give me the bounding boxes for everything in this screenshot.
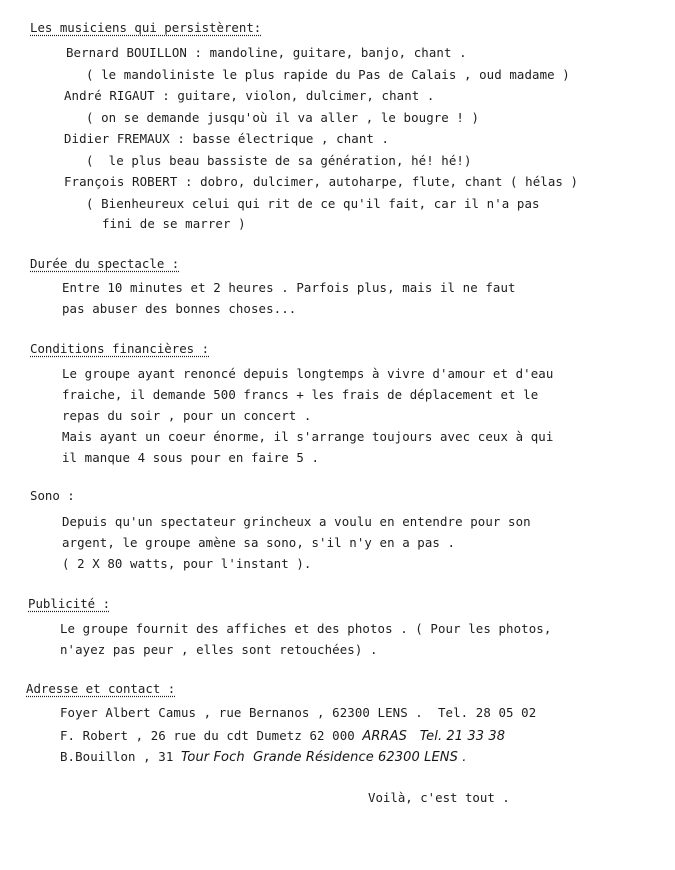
contact-bouillon-typed: B.Bouillon , 31 xyxy=(60,749,181,764)
contact-line-foyer: Foyer Albert Camus , rue Bernanos , 62300 LENS . Tel. 28 05 02 xyxy=(60,705,537,720)
contact-robert-typed: F. Robert , 26 rue du cdt Dumetz 62 000 xyxy=(60,728,363,743)
musician-line: ( on se demande jusqu'où il va aller , le bougre ! ) xyxy=(86,110,480,125)
musician-line: Didier FREMAUX : basse électrique , chant . xyxy=(64,131,390,146)
sono-heading: Sono : xyxy=(30,488,75,503)
sono-line: argent, le groupe amène sa sono, s'il n'y en a pas . xyxy=(62,535,456,550)
conditions-line: Le groupe ayant renoncé depuis longtemps à vivre d'amour et d'eau xyxy=(62,366,554,381)
contact-line-robert xyxy=(60,728,505,745)
sono-line: ( 2 X 80 watts, pour l'instant ). xyxy=(62,556,312,571)
contact-robert-handwritten: ARRAS Tel. 21 33 38 xyxy=(362,729,506,744)
musician-line: ( le plus beau bassiste de sa génération, hé! hé!) xyxy=(86,153,472,168)
duration-line: Entre 10 minutes et 2 heures . Parfois plus, mais il ne faut xyxy=(62,280,516,295)
contact-line-bouillon xyxy=(60,749,466,766)
contact-bouillon-handwritten: Tour Foch Grande Résidence 62300 LENS . xyxy=(180,750,467,765)
conditions-heading: Conditions financières : xyxy=(30,341,210,356)
musicians-heading: Les musiciens qui persistèrent: xyxy=(30,20,262,35)
publicite-line: n'ayez pas peur , elles sont retouchées) . xyxy=(60,642,378,657)
sono-line: Depuis qu'un spectateur grincheux a voulu en entendre pour son xyxy=(62,514,531,529)
contact-heading: Adresse et contact : xyxy=(26,681,176,696)
signoff: Voilà, c'est tout . xyxy=(368,790,510,805)
musician-line: ( le mandoliniste le plus rapide du Pas de Calais , oud madame ) xyxy=(86,67,570,82)
musician-line: fini de se marrer ) xyxy=(102,216,246,231)
conditions-line: repas du soir , pour un concert . xyxy=(62,408,312,423)
musician-line: André RIGAUT : guitare, violon, dulcimer, chant . xyxy=(64,88,435,103)
conditions-line: Mais ayant un coeur énorme, il s'arrange toujours avec ceux à qui xyxy=(62,429,554,444)
duration-line: pas abuser des bonnes choses... xyxy=(62,301,297,316)
publicite-heading: Publicité : xyxy=(28,596,111,611)
musician-line: Bernard BOUILLON : mandoline, guitare, banjo, chant . xyxy=(66,45,467,60)
duration-heading: Durée du spectacle : xyxy=(30,256,180,271)
publicite-line: Le groupe fournit des affiches et des photos . ( Pour les photos, xyxy=(60,621,552,636)
conditions-line: fraiche, il demande 500 francs + les frais de déplacement et le xyxy=(62,387,539,402)
musician-line: François ROBERT : dobro, dulcimer, autoharpe, flute, chant ( hélas ) xyxy=(64,174,579,189)
musician-line: ( Bienheureux celui qui rit de ce qu'il fait, car il n'a pas xyxy=(86,196,540,211)
conditions-line: il manque 4 sous pour en faire 5 . xyxy=(62,450,320,465)
